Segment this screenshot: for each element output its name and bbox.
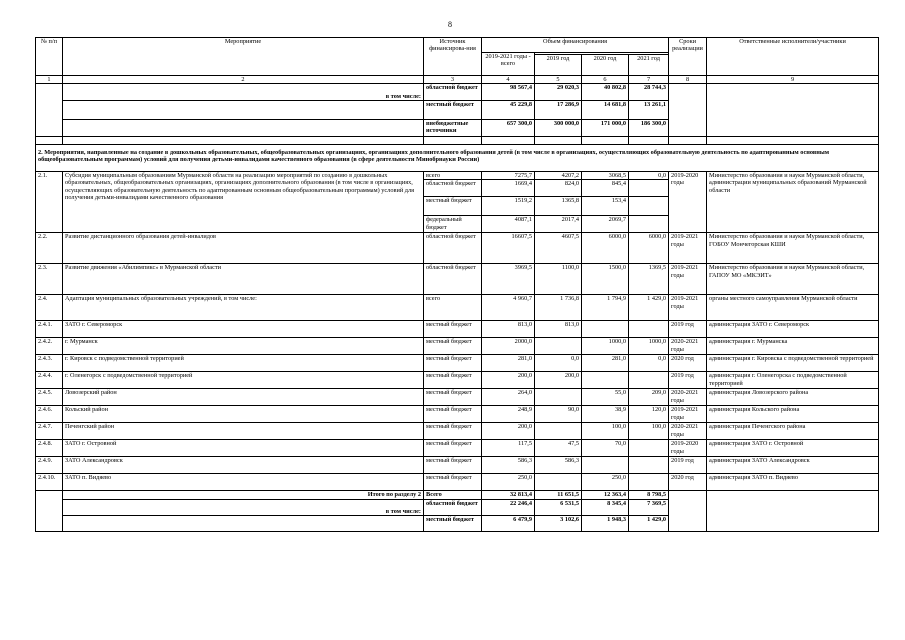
source-cell: местный бюджет	[424, 197, 482, 216]
total-cell: 1669,4	[482, 180, 535, 197]
y2020-cell: 100,0	[582, 423, 629, 440]
y2019-cell	[535, 338, 582, 355]
y2020-cell: 1000,0	[582, 338, 629, 355]
executors-cell: администрация ЗАТО г. Островной	[707, 440, 879, 457]
table-row	[36, 406, 879, 423]
source-cell: областной бюджет	[424, 233, 482, 264]
row-event: ЗАТО г. Североморск	[63, 321, 424, 338]
table-row	[36, 457, 879, 474]
row-event: Печенгский район	[63, 423, 424, 440]
y2019-cell: 1365,8	[535, 197, 582, 216]
source-cell: местный бюджет	[424, 474, 482, 491]
y2019-cell	[535, 474, 582, 491]
y2020-cell: 14 681,8	[582, 101, 629, 120]
total-cell: 22 246,4	[482, 500, 535, 516]
col-number: 4	[482, 76, 535, 84]
row-num: 2.4.3.	[36, 355, 63, 372]
y2020-cell	[582, 321, 629, 338]
y2021-cell	[629, 197, 669, 216]
y2021-cell: 1 429,0	[629, 295, 669, 321]
source-cell: местный бюджет	[424, 372, 482, 389]
source-cell: местный бюджет	[424, 516, 482, 532]
terms-cell: 2019 год	[669, 457, 707, 474]
y2019-cell: 586,3	[535, 457, 582, 474]
terms-cell: 2020-2021 годы	[669, 338, 707, 355]
financing-table	[35, 37, 879, 532]
total-cell: 6 479,9	[482, 516, 535, 532]
executors-cell: администрация г. Мурманска	[707, 338, 879, 355]
y2021-cell: 8 798,5	[629, 491, 669, 500]
spacer-row	[36, 137, 879, 145]
executors-cell: Министерство образования и науки Мурманской области, ГОБОУ Мончегорская КШИ	[707, 233, 879, 264]
terms-cell: 2020-2021 годы	[669, 389, 707, 406]
table-row	[36, 321, 879, 338]
terms-cell: 2020-2021 годы	[669, 423, 707, 440]
y2019-cell: 11 651,5	[535, 491, 582, 500]
row-event: г. Кировск с подведомственной территорией	[63, 355, 424, 372]
total-cell: 200,0	[482, 372, 535, 389]
y2021-cell	[629, 321, 669, 338]
page-number: 8	[448, 20, 452, 29]
col-number: 8	[669, 76, 707, 84]
total-cell: 264,0	[482, 389, 535, 406]
y2021-cell	[629, 457, 669, 474]
header-volume: Объем финансирования	[482, 38, 669, 53]
row-num: 2.3.	[36, 264, 63, 295]
header-event: Мероприятие	[63, 38, 424, 76]
total-cell: 117,5	[482, 440, 535, 457]
y2021-cell: 209,0	[629, 389, 669, 406]
executors-cell: органы местного самоуправления Мурманской области	[707, 295, 879, 321]
y2019-cell: 1 736,8	[535, 295, 582, 321]
row-event: г. Мурманск	[63, 338, 424, 355]
y2020-cell: 281,0	[582, 355, 629, 372]
y2020-cell: 171 000,0	[582, 120, 629, 137]
total-cell: 1519,2	[482, 197, 535, 216]
y2020-cell: 1 794,9	[582, 295, 629, 321]
row-num: 2.4.	[36, 295, 63, 321]
source-cell: местный бюджет	[424, 101, 482, 120]
y2019-cell: 6 531,5	[535, 500, 582, 516]
y2021-cell: 120,0	[629, 406, 669, 423]
row-event: Развитие движения «Абилимпикс» в Мурманской области	[63, 264, 424, 295]
y2021-cell: 0,0	[629, 355, 669, 372]
row-event: Адаптация муниципальных образовательных учреждений, в том числе:	[63, 295, 424, 321]
row-event: ЗАТО п. Видяево	[63, 474, 424, 491]
y2019-cell: 2017,4	[535, 216, 582, 233]
y2019-cell: 47,5	[535, 440, 582, 457]
table-row	[36, 423, 879, 440]
source-cell: местный бюджет	[424, 406, 482, 423]
y2020-cell: 70,0	[582, 440, 629, 457]
col-number: 5	[535, 76, 582, 84]
col-number: 1	[36, 76, 63, 84]
y2019-cell: 29 020,3	[535, 84, 582, 101]
terms-cell: 2020 год	[669, 474, 707, 491]
y2020-cell: 55,0	[582, 389, 629, 406]
table-row	[36, 172, 879, 180]
row-num: 2.4.5.	[36, 389, 63, 406]
y2021-cell: 7 369,5	[629, 500, 669, 516]
terms-cell: 2019-2020 годы	[669, 440, 707, 457]
y2020-cell: 2069,7	[582, 216, 629, 233]
y2021-cell	[629, 216, 669, 233]
executors-cell: администрация г. Оленегорска с подведомственной территорией	[707, 372, 879, 389]
y2021-cell: 13 261,1	[629, 101, 669, 120]
col-number: 6	[582, 76, 629, 84]
row-num: 2.4.4.	[36, 372, 63, 389]
table-row	[36, 440, 879, 457]
col-number: 2	[63, 76, 424, 84]
header-row	[36, 38, 879, 53]
source-cell: внебюджетные источники	[424, 120, 482, 137]
y2020-cell	[582, 457, 629, 474]
column-numbers-row	[36, 76, 879, 84]
y2019-cell	[535, 423, 582, 440]
executors-cell: администрация Печенгского района	[707, 423, 879, 440]
header-2020: 2020 год	[582, 55, 629, 76]
source-cell: всего	[424, 295, 482, 321]
y2020-cell: 845,4	[582, 180, 629, 197]
row-num: 2.4.8.	[36, 440, 63, 457]
y2020-cell: 12 363,4	[582, 491, 629, 500]
total-cell: 98 567,4	[482, 84, 535, 101]
row-num: 2.4.1.	[36, 321, 63, 338]
y2019-cell: 824,0	[535, 180, 582, 197]
y2021-cell	[629, 440, 669, 457]
source-cell: областной бюджет	[424, 180, 482, 197]
y2019-cell: 0,0	[535, 355, 582, 372]
total-cell: 3969,5	[482, 264, 535, 295]
row-event: Ловозерский район	[63, 389, 424, 406]
row-event: ЗАТО г. Островной	[63, 440, 424, 457]
y2021-cell	[629, 372, 669, 389]
executors-cell: администрация Кольского района	[707, 406, 879, 423]
y2021-cell	[629, 180, 669, 197]
terms-cell: 2019-2021 годы	[669, 233, 707, 264]
source-cell: местный бюджет	[424, 355, 482, 372]
total-cell: 248,9	[482, 406, 535, 423]
executors-cell: администрация ЗАТО Александровск	[707, 457, 879, 474]
source-cell: местный бюджет	[424, 440, 482, 457]
row-num: 2.4.7.	[36, 423, 63, 440]
y2020-cell: 3068,5	[582, 172, 629, 180]
y2020-cell: 250,0	[582, 474, 629, 491]
total-cell: 200,0	[482, 423, 535, 440]
table-row	[36, 355, 879, 372]
source-cell: всего	[424, 172, 482, 180]
header-2019: 2019 год	[535, 55, 582, 76]
incl-label: в том числе:	[63, 84, 424, 101]
y2020-cell: 153,4	[582, 197, 629, 216]
y2019-cell: 4207,2	[535, 172, 582, 180]
y2020-cell: 40 802,8	[582, 84, 629, 101]
row-event: ЗАТО Александровск	[63, 457, 424, 474]
section-title-row	[36, 145, 879, 172]
y2021-cell: 1369,5	[629, 264, 669, 295]
executors-cell: администрация ЗАТО г. Североморск	[707, 321, 879, 338]
total-cell: 2000,0	[482, 338, 535, 355]
y2020-cell: 6000,0	[582, 233, 629, 264]
source-cell: областной бюджет	[424, 500, 482, 516]
col-number: 9	[707, 76, 879, 84]
terms-cell: 2019-2020 годы	[669, 172, 707, 233]
incl-label: в том числе:	[63, 500, 424, 516]
header-num: № п/п	[36, 38, 63, 76]
terms-cell: 2019 год	[669, 372, 707, 389]
y2020-cell: 1 948,3	[582, 516, 629, 532]
row-num: 2.4.6.	[36, 406, 63, 423]
total-cell: 657 300,0	[482, 120, 535, 137]
total-cell: 45 229,8	[482, 101, 535, 120]
table-row	[36, 372, 879, 389]
total-cell: 7275,7	[482, 172, 535, 180]
y2019-cell: 17 286,9	[535, 101, 582, 120]
executors-cell: администрация г. Кировска с подведомственной территорией	[707, 355, 879, 372]
total-cell: 281,0	[482, 355, 535, 372]
y2021-cell: 186 300,0	[629, 120, 669, 137]
y2020-cell: 1500,0	[582, 264, 629, 295]
y2020-cell	[582, 372, 629, 389]
source-cell: местный бюджет	[424, 423, 482, 440]
executors-cell: администрация ЗАТО п. Видяево	[707, 474, 879, 491]
y2021-cell	[629, 474, 669, 491]
header-period-total: 2019-2021 годы - всего	[482, 53, 535, 76]
y2019-cell: 200,0	[535, 372, 582, 389]
row-event: Кольский район	[63, 406, 424, 423]
total-cell: 4087,1	[482, 216, 535, 233]
source-cell: федеральный бюджет	[424, 216, 482, 233]
table-row	[36, 295, 879, 321]
total-cell: 16607,5	[482, 233, 535, 264]
y2019-cell: 300 000,0	[535, 120, 582, 137]
source-cell: местный бюджет	[424, 338, 482, 355]
total-cell: 586,3	[482, 457, 535, 474]
header-source: Источник финансирова-ния	[424, 38, 482, 76]
terms-cell: 2019 год	[669, 321, 707, 338]
row-num: 2.2.	[36, 233, 63, 264]
table-row	[36, 338, 879, 355]
row-event: г. Оленегорск с подведомственной территорией	[63, 372, 424, 389]
row-event: Субсидия муниципальным образованиям Мурманской области на реализацию мероприятий по созданию в дошкольных образовательных, общеобразовательных организациях, организациях дополнительного образования (в том числе в организациях, осуществляющих образовательную деятельность по адаптированным основным общеобразовательным программам) условий для получения детьми-инвалидами качественного образования	[63, 172, 424, 233]
row-num: 2.4.9.	[36, 457, 63, 474]
terms-cell: 2019-2021 годы	[669, 264, 707, 295]
col-number: 7	[629, 76, 669, 84]
row-num: 2.4.2.	[36, 338, 63, 355]
source-cell: местный бюджет	[424, 321, 482, 338]
y2021-cell: 100,0	[629, 423, 669, 440]
y2019-cell: 4607,5	[535, 233, 582, 264]
y2020-cell: 8 345,4	[582, 500, 629, 516]
terms-cell: 2020 год	[669, 355, 707, 372]
executors-cell: Министерство образования и науки Мурманской области, администрации муниципальных образований Мурманской области	[707, 172, 879, 233]
source-cell: местный бюджет	[424, 457, 482, 474]
section-2-title: 2. Мероприятия, направленные на создание в дошкольных образовательных, общеобразовательных организациях, организациях дополнительного образования детей (в том числе в организациях, осуществляющих образовательную деятельность по адаптированным основным общеобразовательным программам) условий для получения детьми-инвалидами качественного образования (в сфере деятельности Минобрнауки России)	[36, 145, 879, 172]
header-executors: Ответственные исполнители/участники	[707, 38, 879, 76]
table-row	[36, 389, 879, 406]
header-terms: Сроки реализации	[669, 38, 707, 76]
y2019-cell: 90,0	[535, 406, 582, 423]
table-row	[36, 474, 879, 491]
y2021-cell: 28 744,3	[629, 84, 669, 101]
col-number: 3	[424, 76, 482, 84]
executors-cell: Министерство образования и науки Мурманской области, ГАПОУ МО «МКЭИТ»	[707, 264, 879, 295]
table-row	[36, 84, 879, 101]
y2019-cell	[535, 389, 582, 406]
terms-cell: 2019-2021 годы	[669, 406, 707, 423]
y2021-cell: 6000,0	[629, 233, 669, 264]
y2019-cell: 3 102,6	[535, 516, 582, 532]
y2019-cell: 1100,0	[535, 264, 582, 295]
source-cell: областной бюджет	[424, 264, 482, 295]
y2021-cell: 1 429,0	[629, 516, 669, 532]
total-cell: 4 960,7	[482, 295, 535, 321]
terms-cell: 2019-2021 годы	[669, 295, 707, 321]
y2019-cell: 813,0	[535, 321, 582, 338]
total-cell: 250,0	[482, 474, 535, 491]
header-2021: 2021 год	[629, 55, 669, 76]
row-event: Развитие дистанционного образования детей-инвалидов	[63, 233, 424, 264]
row-num: 2.1.	[36, 172, 63, 233]
source-cell: областной бюджет	[424, 84, 482, 101]
y2020-cell: 38,9	[582, 406, 629, 423]
executors-cell: администрация Ловозерского района	[707, 389, 879, 406]
total-cell: 813,0	[482, 321, 535, 338]
table-row	[36, 233, 879, 264]
totals-label: Итого по разделу 2	[63, 491, 424, 500]
y2021-cell: 0,0	[629, 172, 669, 180]
total-cell: 32 813,4	[482, 491, 535, 500]
y2021-cell: 1000,0	[629, 338, 669, 355]
table-row	[36, 264, 879, 295]
source-cell: Всего	[424, 491, 482, 500]
totals-row	[36, 491, 879, 500]
source-cell: местный бюджет	[424, 389, 482, 406]
row-num: 2.4.10.	[36, 474, 63, 491]
